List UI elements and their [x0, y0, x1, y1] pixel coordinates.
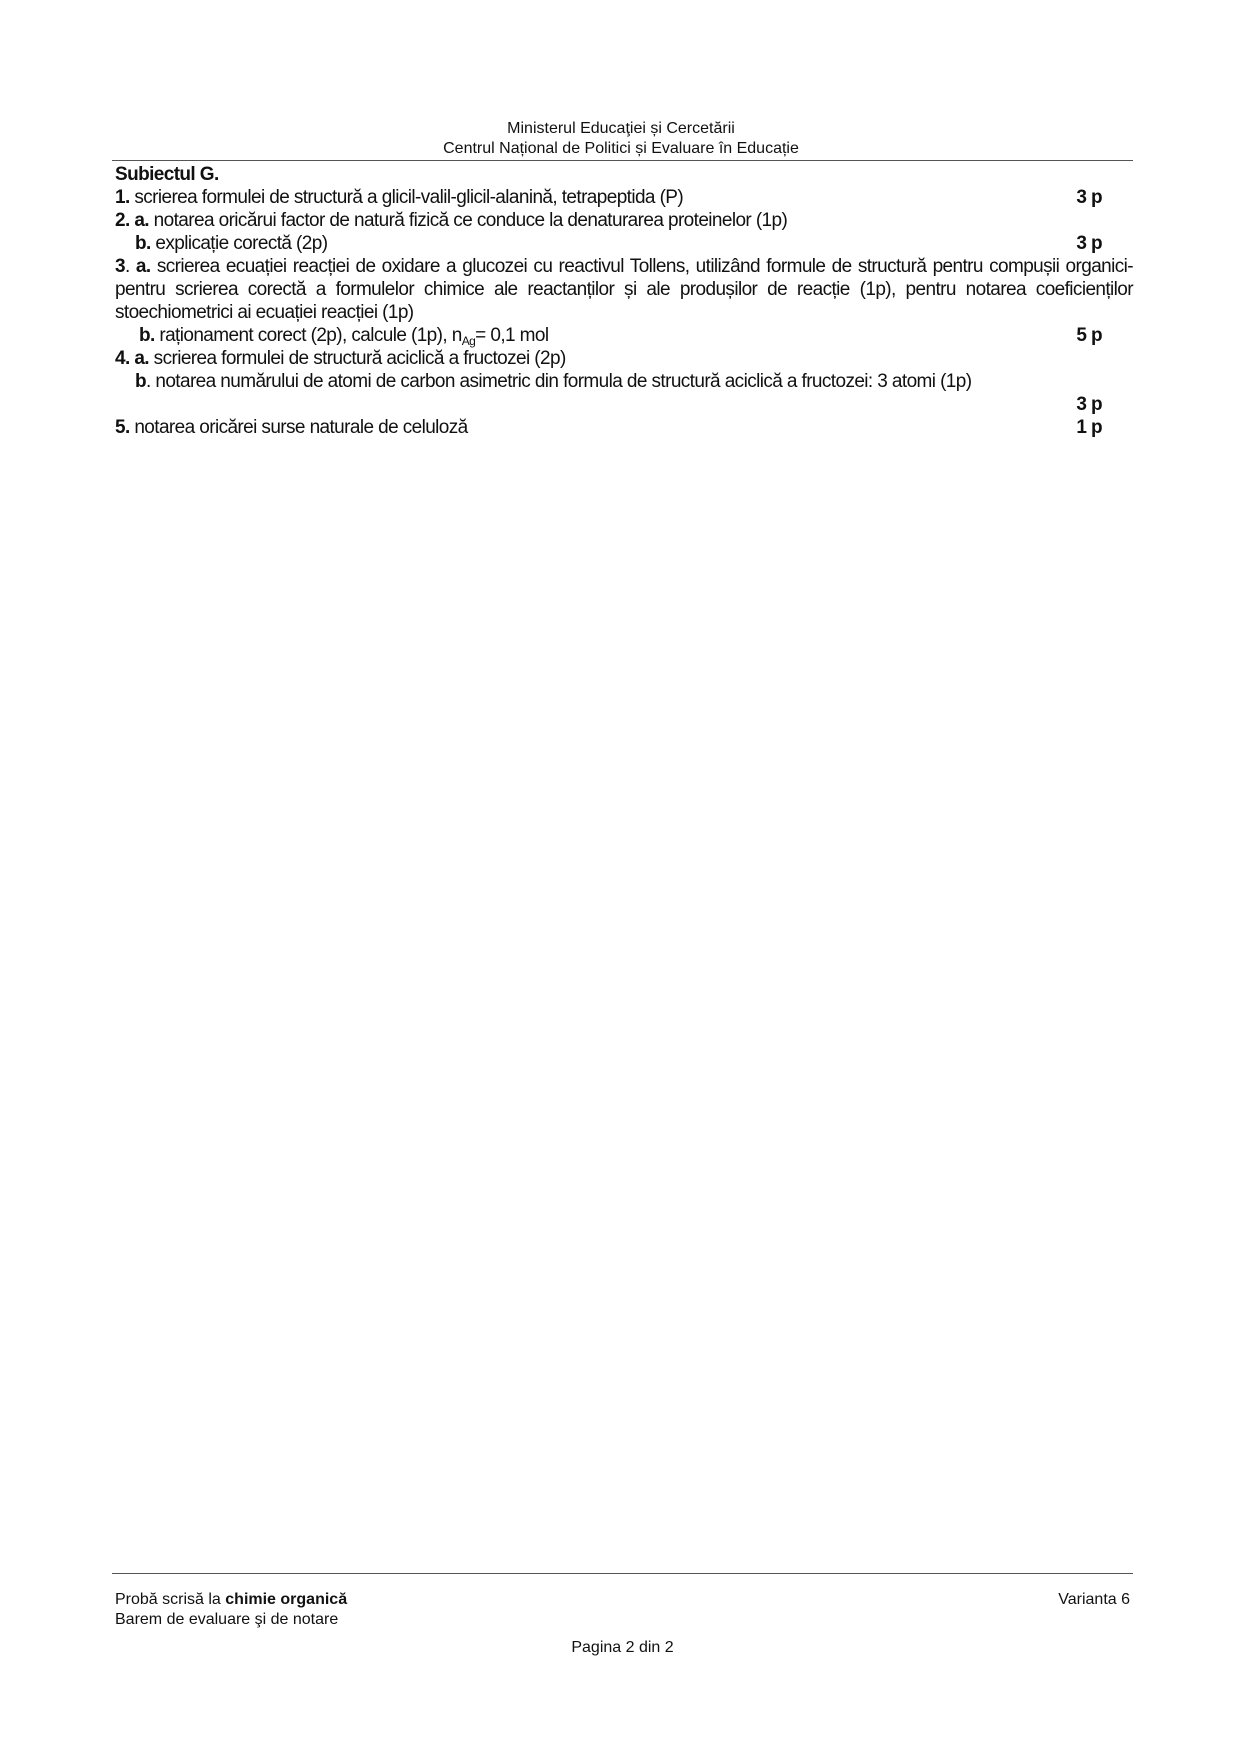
item-number: 3: [115, 256, 125, 277]
item-text: scrierea formulei de structură aciclică a fructozei (2p): [149, 348, 566, 369]
item-points: 1 p: [1076, 417, 1102, 438]
item-sub-label: b.: [139, 325, 155, 346]
header-rule: [112, 160, 1133, 161]
document-footer: [115, 1590, 1130, 1656]
item-4b: [115, 370, 1133, 393]
item-text: scrierea ecuației reacției de oxidare a glucozei cu reactivul Tollens, utilizând formule de structură pentru compușii organici-pentru scrierea corectă a formulelor chimice ale reactanților și ale produșilor de reacție (1p), pentru notarea coeficienților stoechiometrici ai ecuației reacției (1p): [115, 256, 1133, 323]
item-2a: [115, 209, 1133, 232]
item-number: 1.: [115, 187, 130, 208]
ministry-name: Ministerul Educaţiei și Cercetării: [507, 120, 735, 137]
item-sub-label: b.: [135, 233, 151, 254]
item-points: 3 p: [1076, 187, 1102, 208]
item-text: scrierea formulei de structură a glicil-valil-glicil-alanină, tetrapeptida (P): [129, 187, 684, 208]
item-1: [115, 186, 1133, 209]
item-text: raționament corect (2p), calcule (1p), n: [154, 325, 462, 346]
document-type: Barem de evaluare şi de notare: [115, 1611, 339, 1628]
item-text: explicație corectă (2p): [150, 233, 328, 254]
item-sub-label: a.: [134, 210, 149, 231]
item-text: notarea oricărei surse naturale de celuloză: [129, 417, 468, 438]
item-sub-label: b: [135, 371, 147, 392]
item-number: 4.: [115, 348, 130, 369]
item-points: 5 p: [1076, 325, 1102, 346]
item-4-points-row: [115, 393, 1133, 416]
item-sub-label: a.: [134, 348, 149, 369]
item-points: 3 p: [1076, 233, 1102, 254]
document-header: [112, 119, 1130, 159]
grading-content: [115, 163, 1133, 439]
item-text: . notarea numărului de atomi de carbon asimetric din formula de structură aciclică a fructozei: 3 atomi (1p): [146, 371, 972, 392]
footer-rule: [112, 1573, 1133, 1574]
item-text-after: = 0,1 mol: [475, 325, 549, 346]
item-2b: [115, 232, 1133, 255]
item-number: 5.: [115, 417, 130, 438]
item-4a: [115, 347, 1133, 370]
page-number: Pagina 2 din 2: [571, 1639, 674, 1656]
item-text: notarea oricărui factor de natură fizică ce conduce la denaturarea proteinelor (1p): [149, 210, 788, 231]
exam-prefix: Probă scrisă la: [115, 1591, 226, 1608]
exam-subject: chimie organică: [225, 1591, 348, 1608]
item-number: 2.: [115, 210, 130, 231]
subscript-ag: Ag: [461, 334, 476, 348]
item-5: [115, 416, 1133, 439]
variant-label: Varianta 6: [1058, 1591, 1130, 1608]
item-points: 3 p: [1076, 394, 1102, 415]
subject-title: Subiectul G.: [115, 164, 219, 185]
item-3b: [115, 324, 1133, 347]
center-name: Centrul Național de Politici și Evaluare în Educație: [443, 140, 799, 157]
item-sub-label: a.: [135, 256, 151, 277]
item-3a: 3. a. scrierea ecuației reacției de oxidare a glucozei cu reactivul Tollens, utilizând formule de structură pentru compușii organici-pentru scrierea corectă a formulelor chimice ale reactanților și ale produșilor de reacție (1p), pentru notarea coeficienților stoechiometrici ai ecuației reacției (1p): [115, 256, 1133, 323]
